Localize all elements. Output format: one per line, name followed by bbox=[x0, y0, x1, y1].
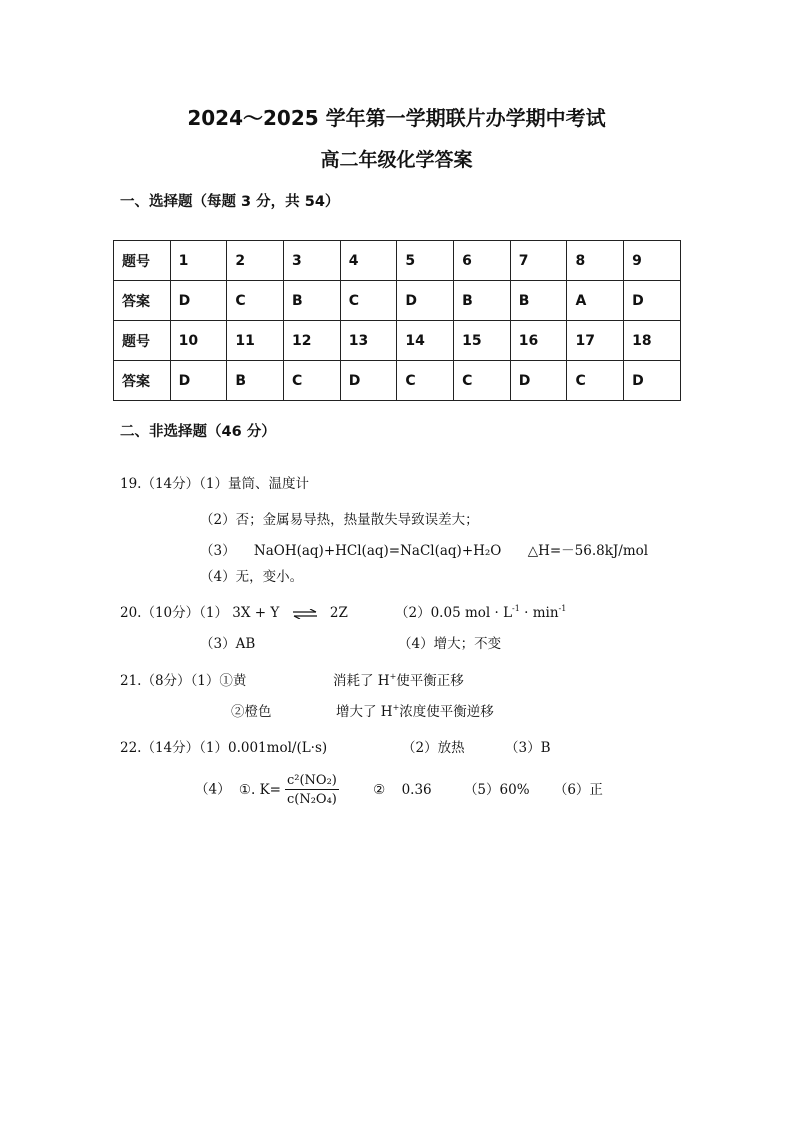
table-cell: 9 bbox=[624, 241, 681, 281]
q21-reason-1 bbox=[333, 669, 464, 689]
q20-part-2-label: （2） bbox=[395, 605, 431, 621]
q20-part-1-label: （1） bbox=[199, 605, 228, 621]
table-row-header: 答案 bbox=[114, 281, 171, 321]
q21-reason-1-text: 消耗了 H bbox=[333, 673, 390, 689]
q20-line-2 bbox=[395, 601, 566, 621]
section-heading-choice: 一、选择题（每题 3 分，共 54） bbox=[120, 194, 340, 210]
table-row bbox=[114, 281, 681, 321]
q20-rate-unit: · min bbox=[519, 605, 559, 621]
q21-label: 21.（8分） bbox=[120, 673, 191, 689]
table-cell: 5 bbox=[397, 241, 454, 281]
q20-reactants: 3X + Y bbox=[232, 605, 280, 621]
table-cell: 14 bbox=[397, 321, 454, 361]
table-cell: 11 bbox=[227, 321, 284, 361]
q20-line-1 bbox=[120, 601, 348, 621]
table-cell: D bbox=[510, 361, 567, 401]
q21-part-1-label: （1） bbox=[190, 673, 220, 689]
table-row bbox=[114, 241, 681, 281]
table-cell: 17 bbox=[567, 321, 624, 361]
table-row-header: 题号 bbox=[114, 241, 171, 281]
q20-products: 2Z bbox=[329, 605, 348, 621]
q22-line-1 bbox=[120, 736, 327, 756]
q22-part-3: （3）B bbox=[505, 740, 551, 756]
q21-reason-1-end: 使平衡正移 bbox=[396, 673, 464, 689]
q20-part-4: （4）增大；不变 bbox=[398, 636, 502, 652]
table-cell: C bbox=[454, 361, 511, 401]
table-cell: 8 bbox=[567, 241, 624, 281]
q21-reason-2 bbox=[336, 700, 494, 720]
table-cell: 18 bbox=[624, 321, 681, 361]
table-row bbox=[114, 321, 681, 361]
section-heading-non-choice: 二、非选择题（46 分） bbox=[120, 424, 276, 440]
q20-rate-exp-1: -1 bbox=[512, 604, 520, 613]
table-cell: 1 bbox=[170, 241, 227, 281]
table-row bbox=[114, 361, 681, 401]
q22-line-4 bbox=[195, 773, 603, 807]
q21-reason-2-end: 浓度使平衡逆移 bbox=[399, 704, 494, 720]
table-cell: D bbox=[624, 361, 681, 401]
q22-part-4-b-label: ② bbox=[373, 781, 386, 798]
q19-line-3 bbox=[200, 539, 648, 559]
q20-part-3: （3）AB bbox=[200, 636, 256, 652]
q22-part-6: （6）正 bbox=[553, 781, 603, 798]
table-cell: D bbox=[397, 281, 454, 321]
fraction-denominator: c(N₂O₄) bbox=[286, 792, 337, 807]
table-cell: B bbox=[510, 281, 567, 321]
q19-part-2: （2）否；金属易导热，热量散失导致误差大； bbox=[200, 512, 479, 528]
table-cell: D bbox=[624, 281, 681, 321]
table-cell: C bbox=[284, 361, 341, 401]
table-cell: C bbox=[567, 361, 624, 401]
table-row-header: 答案 bbox=[114, 361, 171, 401]
document-subtitle: 高二年级化学答案 bbox=[320, 149, 473, 171]
table-cell: D bbox=[340, 361, 397, 401]
table-cell: 7 bbox=[510, 241, 567, 281]
table-cell: C bbox=[397, 361, 454, 401]
q21-answer-2: ②橙色 bbox=[231, 704, 272, 720]
table-cell: C bbox=[340, 281, 397, 321]
q22-part-5: （5）60% bbox=[463, 781, 530, 798]
table-cell: B bbox=[227, 361, 284, 401]
table-cell: D bbox=[170, 361, 227, 401]
q20-label: 20.（10分） bbox=[120, 605, 200, 621]
document-title: 2024～2025 学年第一学期联片办学期中考试 bbox=[187, 106, 606, 130]
q21-answer-1: ①黄 bbox=[219, 673, 247, 689]
table-row-header: 题号 bbox=[114, 321, 171, 361]
q21-reason-1-charge: + bbox=[389, 672, 397, 681]
q22-label: 22.（14分） bbox=[120, 740, 200, 756]
q20-rate-exp-2: -1 bbox=[558, 604, 567, 613]
table-cell: A bbox=[567, 281, 624, 321]
table-cell: 13 bbox=[340, 321, 397, 361]
table-cell: 10 bbox=[170, 321, 227, 361]
q20-rate-value: 0.05 mol · L bbox=[430, 605, 513, 621]
q21-line-1 bbox=[120, 669, 246, 689]
table-cell: B bbox=[284, 281, 341, 321]
q19-label: 19.（14分） bbox=[120, 476, 200, 492]
table-cell: C bbox=[227, 281, 284, 321]
q19-part-1: （1）量筒、温度计 bbox=[199, 476, 309, 492]
table-cell: 3 bbox=[284, 241, 341, 281]
q19-line-1 bbox=[120, 472, 309, 492]
q19-part-4: （4）无，变小。 bbox=[200, 569, 304, 585]
fraction-numerator: c²(NO₂) bbox=[286, 773, 337, 788]
q19-part-3-label: （3） bbox=[200, 543, 236, 559]
answer-table bbox=[113, 240, 681, 401]
table-cell: B bbox=[454, 281, 511, 321]
q21-reason-2-charge: + bbox=[392, 703, 400, 712]
q22-part-1: （1）0.001mol/(L·s) bbox=[199, 740, 328, 756]
q21-reason-2-text: 增大了 H bbox=[336, 704, 393, 720]
table-cell: 16 bbox=[510, 321, 567, 361]
table-cell: 6 bbox=[454, 241, 511, 281]
equilibrium-arrow-icon bbox=[292, 609, 318, 619]
table-cell: D bbox=[170, 281, 227, 321]
q19-part-3-equation: NaOH(aq)+HCl(aq)=NaCl(aq)+H₂O bbox=[253, 543, 502, 559]
equilibrium-constant-fraction bbox=[285, 773, 339, 807]
q22-part-2: （2）放热 bbox=[402, 740, 465, 756]
q22-part-4-b-value: 0.36 bbox=[401, 781, 432, 798]
table-cell: 12 bbox=[284, 321, 341, 361]
q22-k-expression: ①. K= bbox=[238, 781, 281, 798]
table-cell: 15 bbox=[454, 321, 511, 361]
table-cell: 2 bbox=[227, 241, 284, 281]
table-cell: 4 bbox=[340, 241, 397, 281]
q19-part-3-enthalpy: △H=－56.8kJ/mol bbox=[527, 543, 649, 559]
q22-part-4-label: （4） bbox=[195, 781, 231, 798]
